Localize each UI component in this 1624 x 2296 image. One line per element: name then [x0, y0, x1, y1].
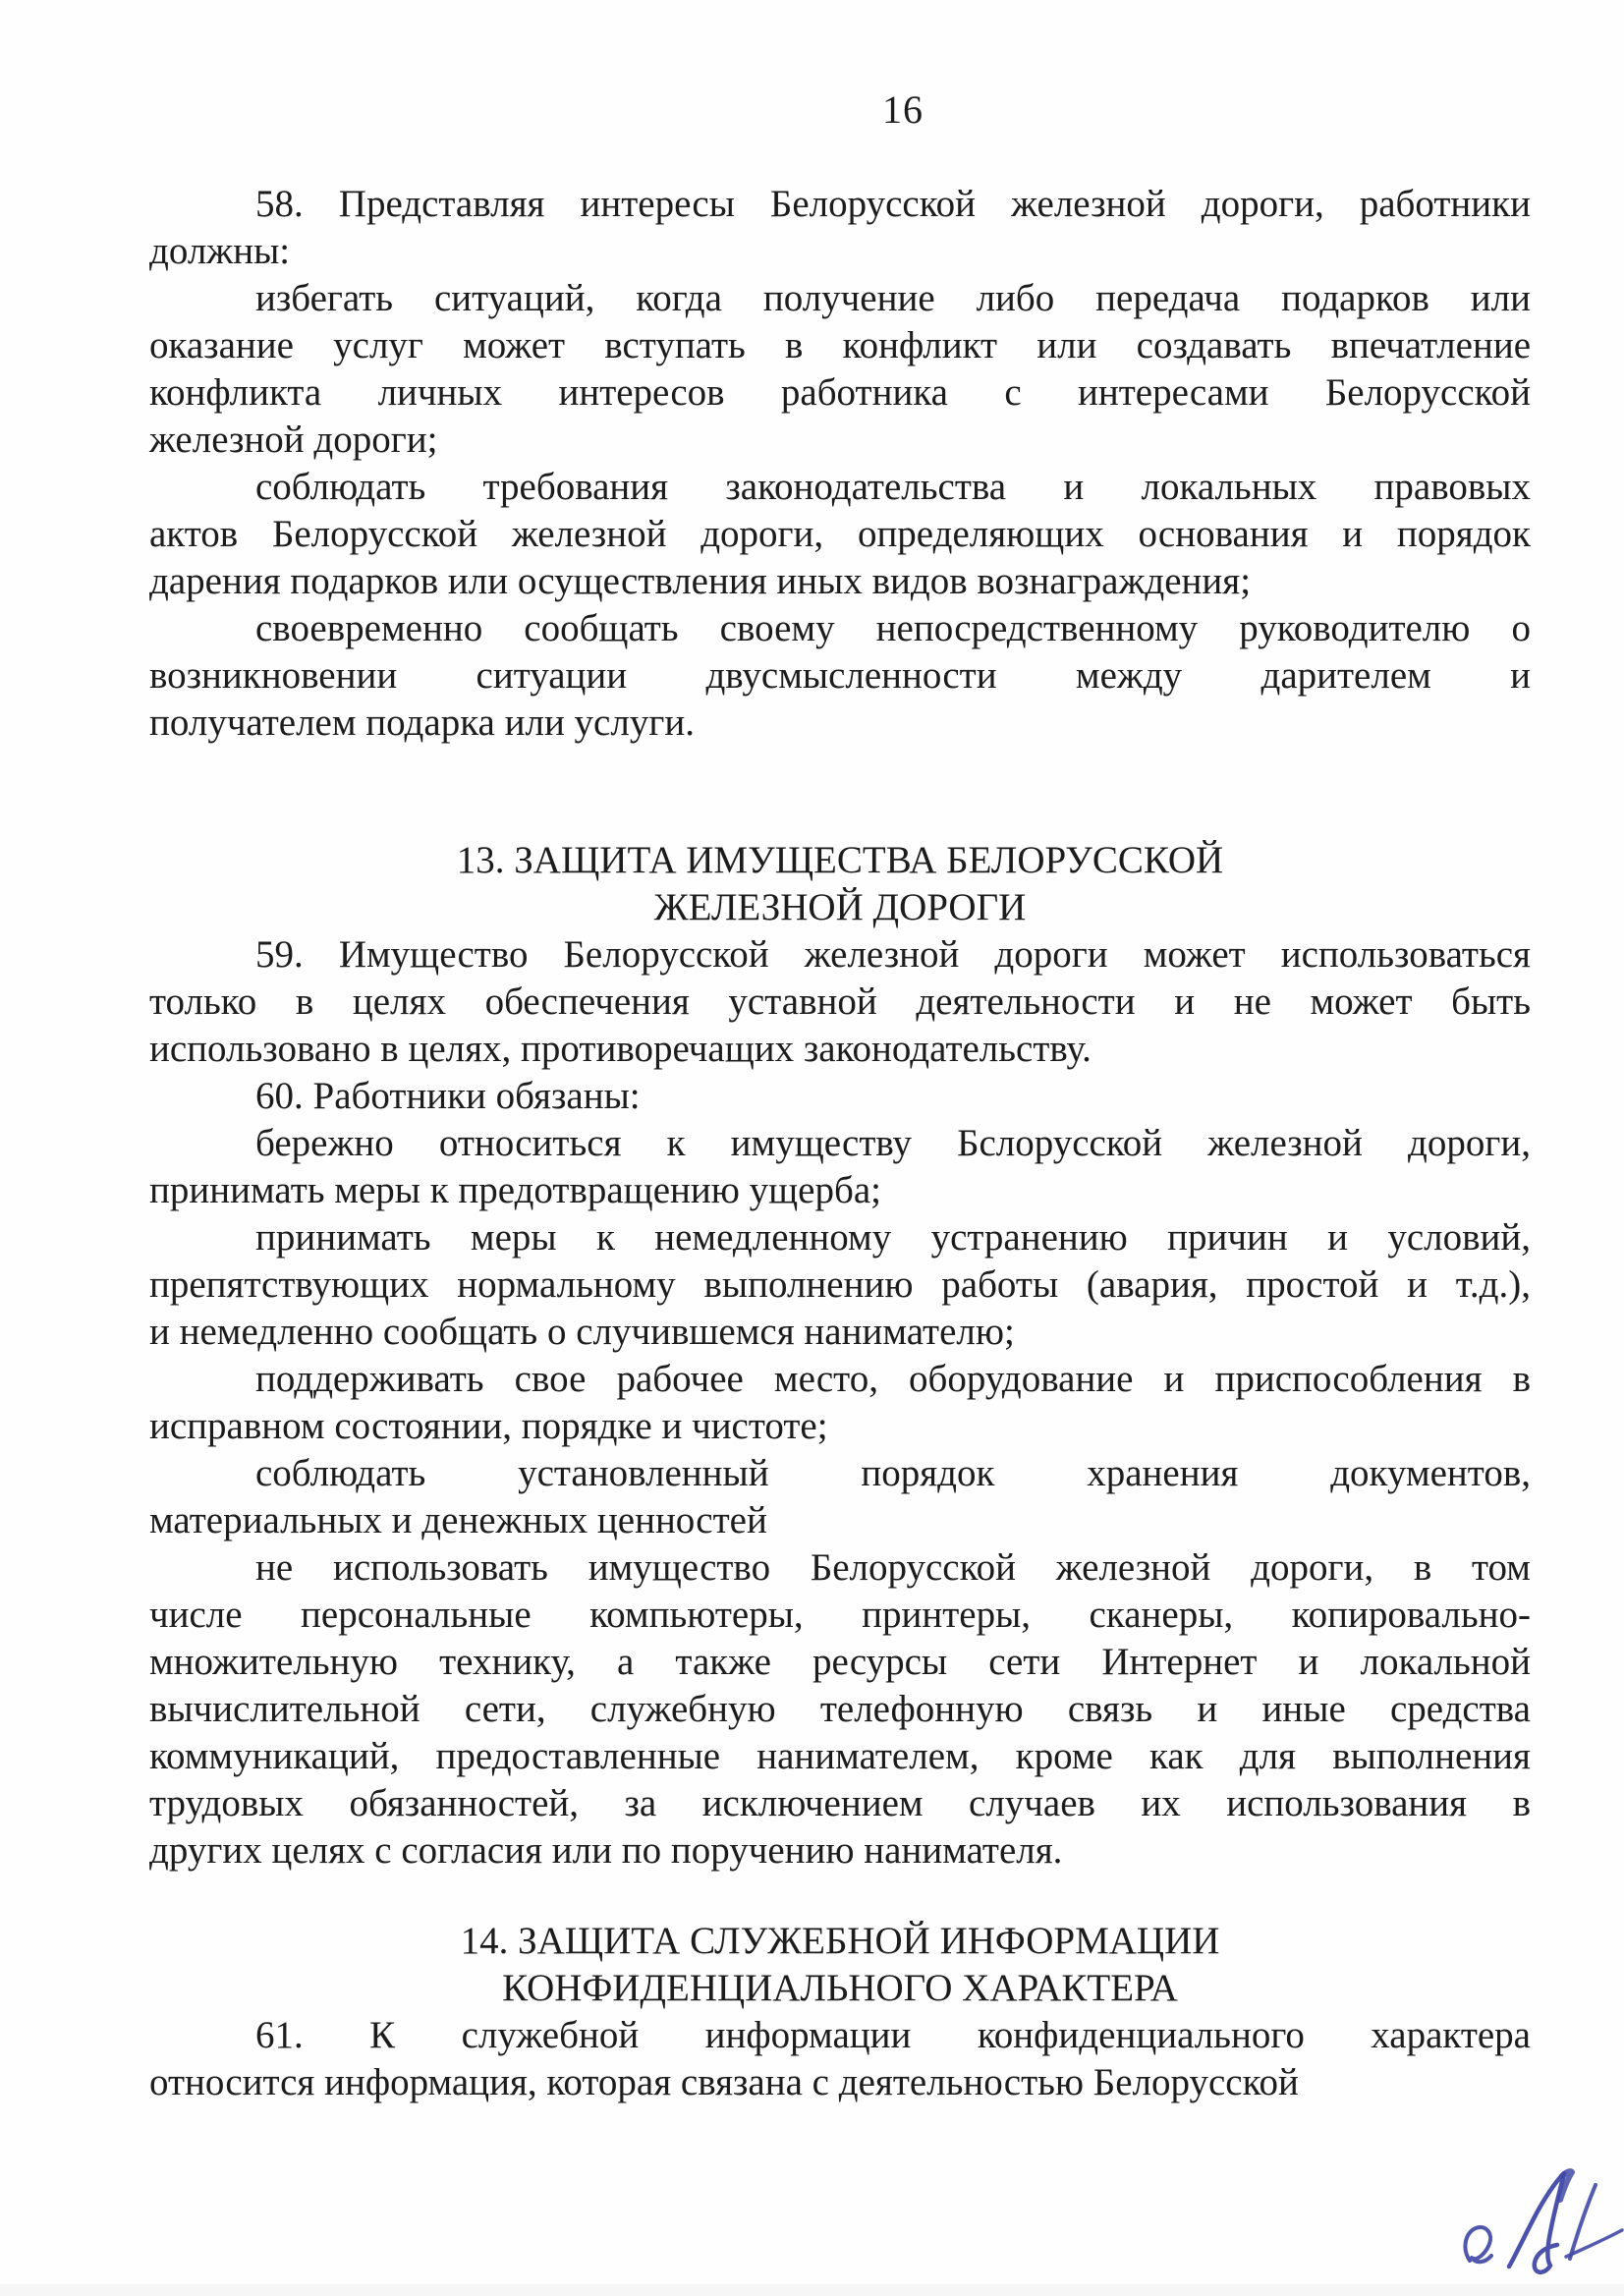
heading-section-13: [149, 837, 1531, 931]
text-line: оказание услуг может вступать в конфликт или создавать впечатление: [149, 324, 1531, 366]
text-line: 60. Работники обязаны:: [255, 1075, 641, 1117]
text-line: коммуникаций, предоставленные нанимателем, кроме как для выполнения: [149, 1735, 1531, 1777]
text-line: соблюдать требования законодательства и локальных правовых: [255, 466, 1531, 508]
text-line: 58. Представляя интересы Белорусской железной дороги, работники: [255, 183, 1531, 225]
text-line: использовано в целях, противоречащих законодательству.: [149, 1028, 1092, 1070]
text-body: [149, 181, 1531, 2106]
heading-section-14: [149, 1918, 1531, 2012]
text-line: не использовать имущество Белорусской железной дороги, в том: [255, 1546, 1531, 1589]
para-podderzhivat: [149, 1356, 1531, 1450]
text-line: числе персональные компьютеры, принтеры, сканеры, копировально-: [149, 1594, 1531, 1636]
text-line: только в целях обеспечения уставной деятельности и не может быть: [149, 980, 1531, 1023]
heading-line: КОНФИДЕНЦИАЛЬНОГО ХАРАКТЕРА: [502, 1967, 1178, 2009]
text-line: актов Белорусской железной дороги, определяющих основания и порядок: [149, 513, 1531, 555]
heading-line: ЖЕЛЕЗНОЙ ДОРОГИ: [653, 886, 1027, 928]
para-60: [149, 1073, 1531, 1120]
text-line: своевременно сообщать своему непосредственному руководителю о: [255, 607, 1531, 649]
text-line: множительную технику, а также ресурсы сети Интернет и локальной: [149, 1641, 1531, 1683]
para-prinimat: [149, 1214, 1531, 1356]
text-line: материальных и денежных ценностей: [149, 1499, 767, 1541]
text-line: получателем подарка или услуги.: [149, 701, 695, 744]
para-61: [149, 2012, 1531, 2106]
heading-line: 13. ЗАЩИТА ИМУЩЕСТВА БЕЛОРУССКОЙ: [456, 839, 1224, 881]
text-line: вычислительной сети, служебную телефонную связь и иные средства: [149, 1688, 1531, 1730]
para-soblyudat-poryadok: [149, 1450, 1531, 1544]
heading-line: 14. ЗАЩИТА СЛУЖЕБНОЙ ИНФОРМАЦИИ: [460, 1920, 1220, 1962]
para-ne-ispolzovat: [149, 1544, 1531, 1875]
text-line: 59. Имущество Белорусской железной дороги может использоваться: [255, 933, 1531, 976]
text-line: железной дороги;: [149, 419, 438, 461]
text-line: 61. К служебной информации конфиденциального характера: [255, 2014, 1531, 2056]
text-line: избегать ситуаций, когда получение либо передача подарков или: [255, 277, 1531, 319]
page-number: 16: [882, 87, 924, 132]
text-line: принимать меры к немедленному устранению причин и условий,: [255, 1216, 1531, 1259]
text-line: других целях с согласия или по поручению нанимателя.: [149, 1829, 1063, 1872]
text-line: исправном состоянии, порядке и чистоте;: [149, 1405, 828, 1447]
text-line: возникновении ситуации двусмысленности между дарителем и: [149, 654, 1531, 697]
page-bottom-edge: [0, 2284, 1624, 2296]
para-berezhno: [149, 1120, 1531, 1214]
signature: [1452, 2164, 1624, 2290]
text-line: трудовых обязанностей, за исключением случаев их использования в: [149, 1782, 1531, 1824]
para-59: [149, 931, 1531, 1073]
text-line: конфликта личных интересов работника с интересами Белорусской: [149, 371, 1531, 414]
text-line: препятствующих нормальному выполнению работы (авария, простой и т.д.),: [149, 1263, 1531, 1306]
text-line: бережно относиться к имуществу Бслорусской железной дороги,: [255, 1122, 1531, 1164]
text-line: и немедленно сообщать о случившемся нанимателю;: [149, 1311, 1015, 1353]
text-line: относится информация, которая связана с деятельностью Белорусской: [149, 2061, 1299, 2103]
text-line: соблюдать установленный порядок хранения документов,: [255, 1452, 1531, 1494]
text-line: поддерживать свое рабочее место, оборудование и приспособления в: [255, 1358, 1531, 1400]
para-soblyudat: [149, 464, 1531, 605]
text-line: принимать меры к предотвращению ущерба;: [149, 1169, 881, 1211]
para-izbegat: [149, 275, 1531, 464]
text-line: должны:: [149, 230, 291, 272]
para-58: [149, 181, 1531, 275]
signature-ink: [1452, 2164, 1624, 2290]
para-svoevremenno: [149, 605, 1531, 747]
text-line: дарения подарков или осуществления иных видов вознаграждения;: [149, 560, 1252, 602]
